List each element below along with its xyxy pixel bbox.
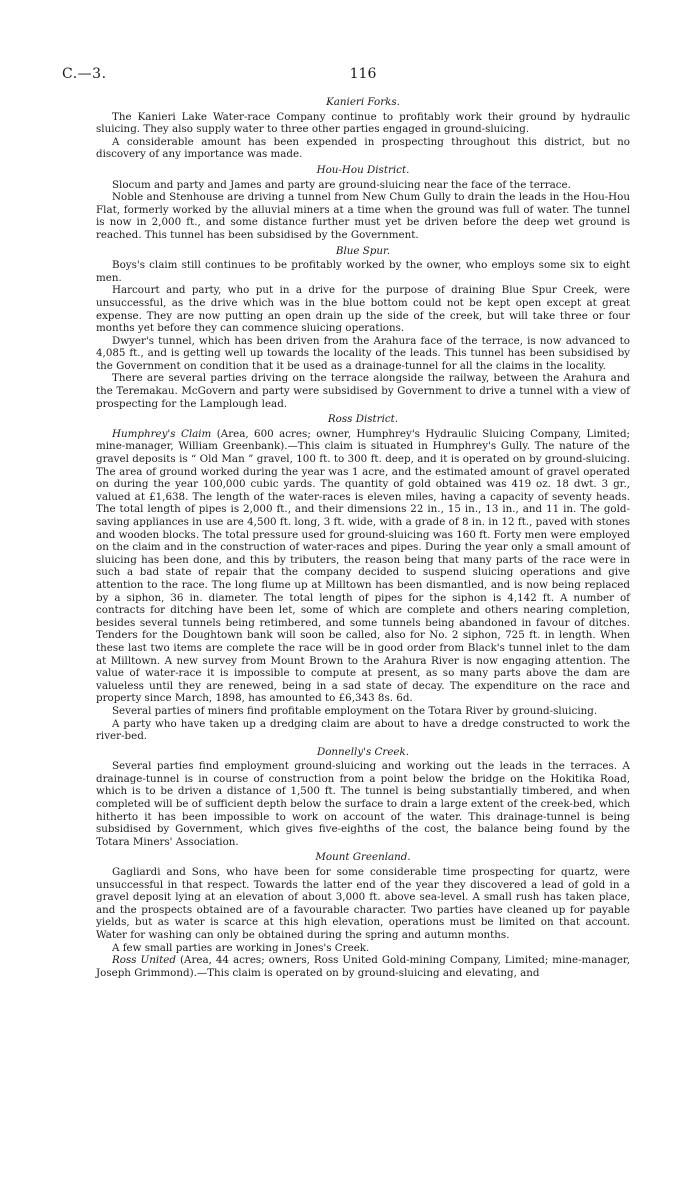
- paragraph: Slocum and party and James and party are ground-sluicing near the face of the terrace.: [112, 178, 571, 191]
- paragraph: A few small parties are working in Jones's Creek.: [112, 941, 370, 954]
- section-title-hou-hou-district: Hou-Hou District.: [316, 163, 410, 176]
- paragraph: There are several parties driving on the terrace alongside the railway, between the Arahura and the Teremakau. McGovern and party were subsidised by Government to drive a tunnel with a view of prospecting for the Lamplough lead.: [96, 372, 630, 410]
- paragraph-text: (Area, 600 acres; owner, Humphrey's Hydraulic Sluicing Company, Limited; mine-manager, William Greenbank).—This claim is situated in Humphrey's Gully. The nature of the gravel deposits is “ Old Man ” gravel, 100 ft. to 300 ft. deep, and it is operated on by ground-sluicing. The area of ground worked during the year was 1 acre, and the estimated amount of gravel operated on during the year 100,000 cubic yards. The quantity of gold obtained was 419 oz. 18 dwt. 3 gr., valued at £1,638. The length of the water-races is eleven miles, having a capacity of seventy heads. The total length of pipes is 2,000 ft., and their dimensions 22 in., 15 in., 13 in., and 11 in. The gold-saving appliances in use are 4,500 ft. long, 3 ft. wide, with a grade of 8 in. in 12 ft., paved with stones and wooden blocks. The total pressure used for ground-sluicing was 160 ft. Forty men were employed on the claim and in the construction of water-races and pipes. During the year only a small amount of sluicing has been done, and this by tributers, the reason being that many parts of the race were in such a bad state of repair that the company decided to suspend sluicing operations and give attention to the race. The long flume up at Milltown has been dismantled, and is now being replaced by a siphon, 36 in. diameter. The total length of pipes for the siphon is 4,142 ft. A number of contracts for ditching have been let, some of which are complete and others nearing completion, besides several tunnels being retimbered, and some tunnels being abandoned in favour of ditches. Tenders for the Doughtown bank will soon be called, also for No. 2 siphon, 725 ft. in length. When these last two items are complete the race will be in good order from Black's tunnel inlet to the dam at Milltown. A new survey from Mount Brown to the Arahura River is now engaging attention. The value of water-race it is impossible to compute at present, as so many parts above the dam are valueless until they are renewed, being in a sad state of decay. The expenditure on the race and property since March, 1898, has amounted to £6,343 8s. 6d.: [96, 427, 631, 705]
- paragraph: Gagliardi and Sons, who have been for some considerable time prospecting for quartz, were unsuccessful in that respect. Towards the latter end of the year they discovered a lead of gold in a gravel deposit lying at an elevation of about 3,000 ft. above sea-level. A small rush has taken place, and the prospects obtained are of a favourable character. Two parties have cleaned up for payable yields, but as water is scarce at this high elevation, operations must be limited on that account. Water for washing can only be obtained during the spring and autumn months.: [96, 866, 630, 941]
- claim-name: Humphrey's Claim: [112, 427, 212, 440]
- section-title-blue-spur: Blue Spur.: [335, 244, 391, 257]
- paragraph: A party who have taken up a dredging claim are about to have a dredge constructed to work the river-bed.: [96, 717, 630, 743]
- paragraph: Dwyer's tunnel, which has been driven from the Arahura face of the terrace, is now advanced to 4,085 ft., and is getting well up towards the locality of the leads. This tunnel has been subsidised by the Government on condition that it be used as a drainage-tunnel for all the claims in the locality.: [96, 334, 630, 372]
- section-title-ross-district: Ross District.: [327, 413, 399, 426]
- document-reference: C.—3.: [62, 66, 107, 82]
- section-title-mount-greenland: Mount Greenland.: [315, 851, 411, 864]
- paragraph: A considerable amount has been expended in prospecting throughout this district, but no discovery of any importance was made.: [96, 135, 630, 161]
- section-title-donnellys-creek: Donnelly's Creek.: [316, 745, 410, 758]
- page-number: 116: [349, 66, 377, 82]
- document-body: [96, 96, 630, 979]
- paragraph: [96, 954, 630, 979]
- paragraph: [96, 428, 630, 705]
- paragraph: Noble and Stenhouse are driving a tunnel from New Chum Gully to drain the leads in the Hou-Hou Flat, formerly worked by the alluvial miners at a time when the ground was full of water. The tunnel is now in 2,000 ft., and some distance further must yet be driven before the deep wet ground is reached. This tunnel has been subsidised by the Government.: [96, 191, 630, 241]
- page-header: [62, 66, 630, 90]
- paragraph: Several parties find employment ground-sluicing and working out the leads in the terraces. A drainage-tunnel is in course of construction from a point below the bridge on the Hokitika Road, which is to be driven a distance of 1,500 ft. The tunnel is being substantially timbered, and when completed will be of sufficient depth below the surface to drain a large extent of the creek-bed, which hitherto it has been impossible to work on account of the water. This drainage-tunnel is being subsidised by Government, which gives five-eighths of the cost, the balance being found by the Totara Miners' Association.: [96, 760, 630, 848]
- paragraph: Harcourt and party, who put in a drive for the purpose of draining Blue Spur Creek, were unsuccessful, as the drive which was in the blue bottom could not be kept open except at great expense. They are now putting an open drain up the side of the creek, but will take three or four months yet before they can commence sluicing operations.: [96, 284, 630, 335]
- claim-name: Ross United: [112, 954, 176, 967]
- paragraph: Several parties of miners find profitable employment on the Totara River by ground-sluicing.: [112, 704, 598, 717]
- paragraph: The Kanieri Lake Water-race Company continue to profitably work their ground by hydraulic sluicing. They also supply water to three other parties engaged in ground-sluicing.: [96, 110, 630, 136]
- paragraph: Boys's claim still continues to be profitably worked by the owner, who employs some six to eight men.: [96, 259, 630, 284]
- paragraph-text: (Area, 44 acres; owners, Ross United Gold-mining Company, Limited; mine-manager, Joseph Grimmond).—This claim is operated on by ground-sluicing and elevating, and: [96, 954, 630, 979]
- section-title-kanieri-forks: Kanieri Forks.: [326, 96, 400, 108]
